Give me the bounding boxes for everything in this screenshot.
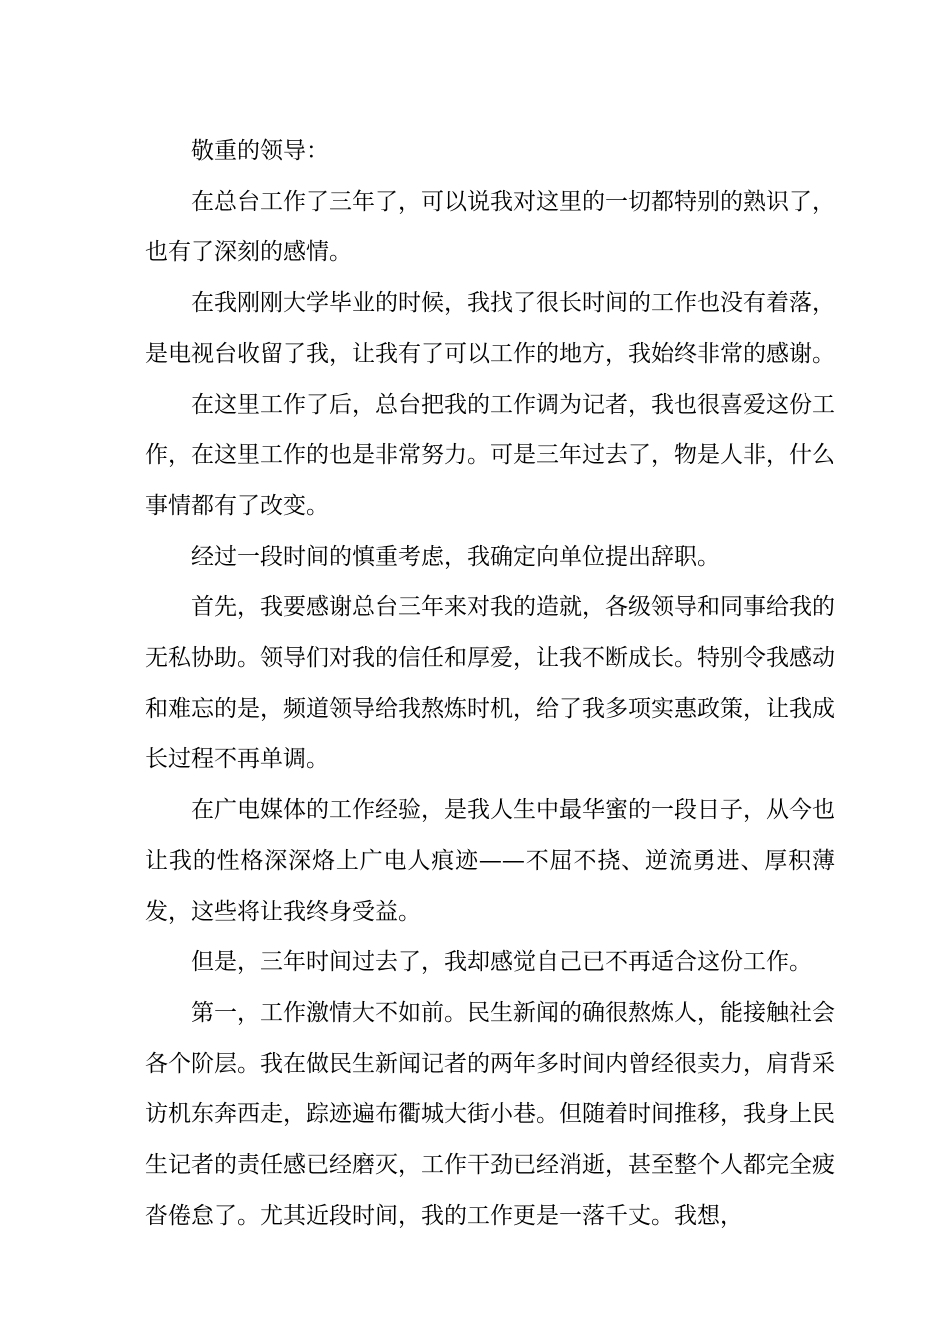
paragraph-6: 在广电媒体的工作经验，是我人生中最华蜜的一段日子，从今也让我的性格深深烙上广电人痕迹——不屈不挠、逆流勇进、厚积薄发，这些将让我终身受益。 <box>145 797 835 925</box>
paragraph-2: 在我刚刚大学毕业的时候，我找了很长时间的工作也没有着落，是电视台收留了我，让我有了可以工作的地方，我始终非常的感谢。 <box>145 290 835 367</box>
paragraph-4: 经过一段时间的慎重考虑，我确定向单位提出辞职。 <box>191 543 720 570</box>
paragraph-5: 首先，我要感谢总台三年来对我的造就，各级领导和同事给我的无私协助。领导们对我的信任和厚爱，让我不断成长。特别令我感动和难忘的是，频道领导给我熬炼时机，给了我多项实惠政策，让我成长过程不再单调。 <box>145 594 835 773</box>
letter-body <box>145 126 835 1241</box>
paragraph-3: 在这里工作了后，总台把我的工作调为记者，我也很喜爱这份工作，在这里工作的也是非常努力。可是三年过去了，物是人非，什么事情都有了改变。 <box>145 391 835 519</box>
salutation: 敬重的领导： <box>191 138 329 164</box>
paragraph-8: 第一，工作激情大不如前。民生新闻的确很熬炼人，能接触社会各个阶层。我在做民生新闻记者的两年多时间内曾经很卖力，肩背采访机东奔西走，踪迹遍布衢城大街小巷。但随着时间推移，我身上民生记者的责任感已经磨灭，工作干劲已经消逝，甚至整个人都完全疲沓倦怠了。尤其近段时间，我的工作更是一落千丈。我想， <box>145 999 835 1229</box>
paragraph-1: 在总台工作了三年了，可以说我对这里的一切都特别的熟识了，也有了深刻的感情。 <box>145 188 835 266</box>
paragraph-7: 但是，三年时间过去了，我却感觉自己已不再适合这份工作。 <box>191 949 812 976</box>
